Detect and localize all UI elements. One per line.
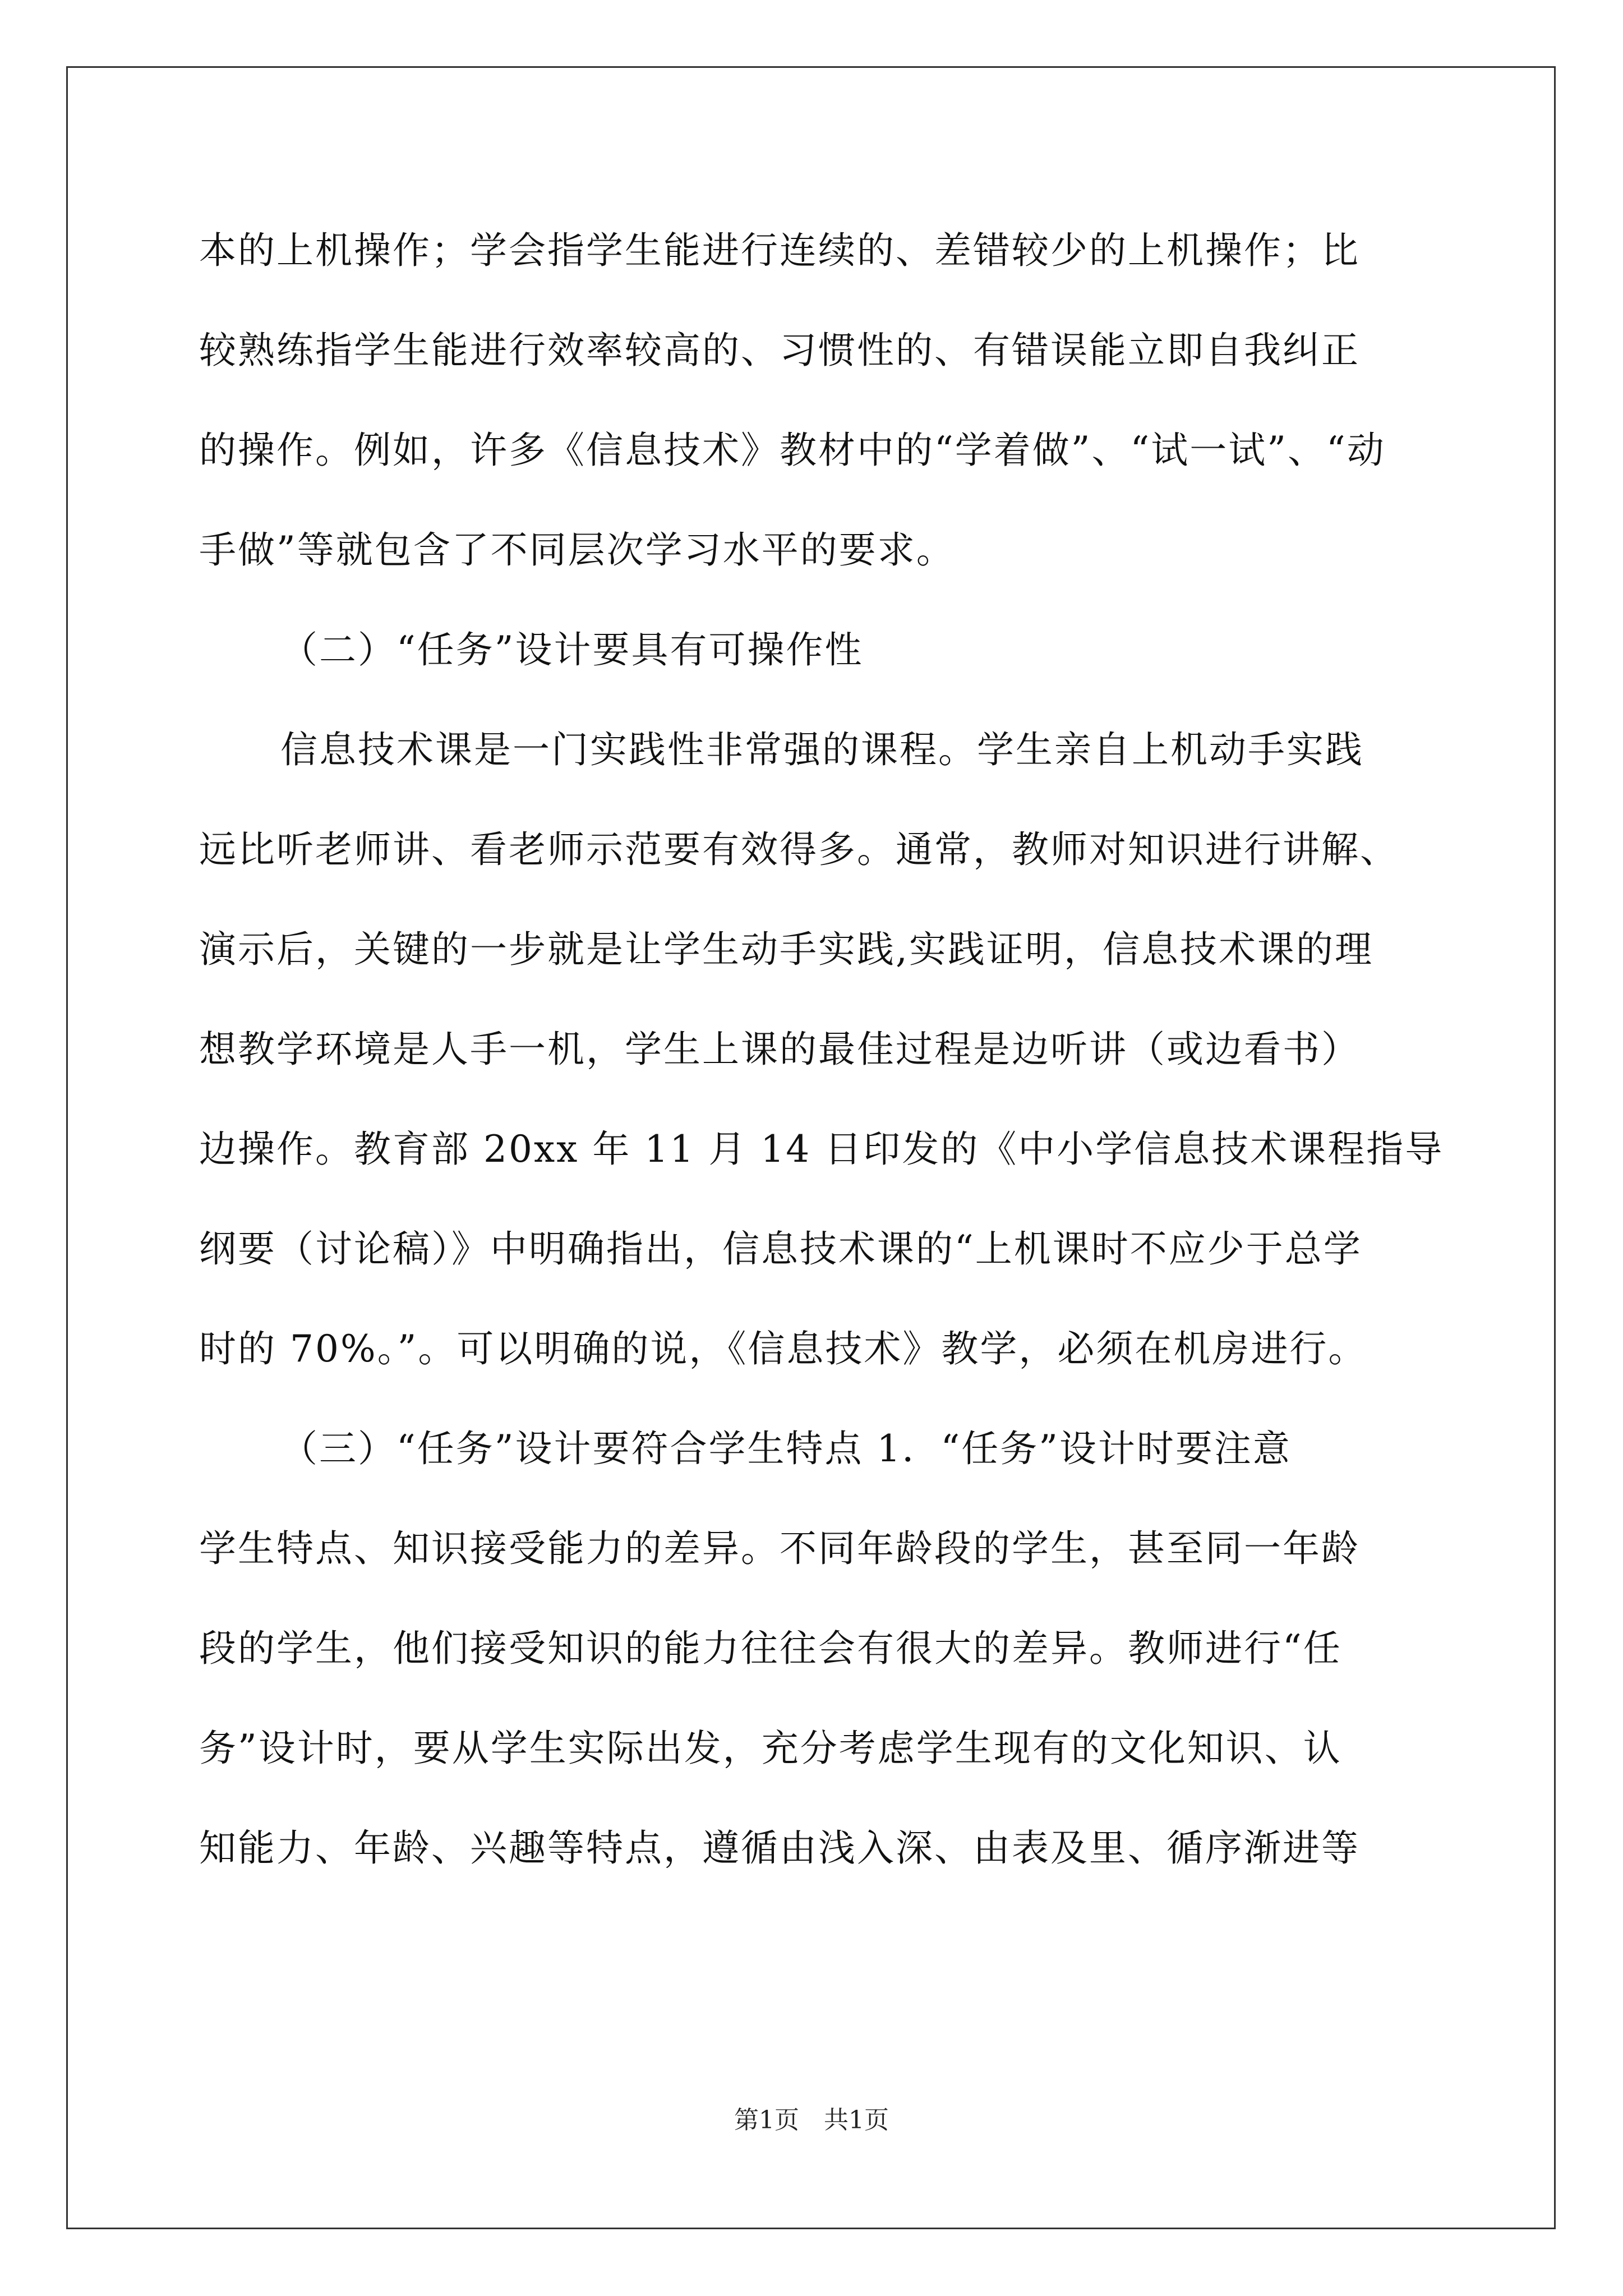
body-text-line: 学生特点、知识接受能力的差异。不同年龄段的学生，甚至同一年龄 [199,1527,1360,1570]
body-text-line: 段的学生，他们接受知识的能力往往会有很大的差异。教师进行“任 [199,1627,1342,1670]
body-text-line: 演示后，关键的一步就是让学生动手实践,实践证明，信息技术课的理 [199,928,1373,971]
body-text-line: 远比听老师讲、看老师示范要有效得多。通常，教师对知识进行讲解、 [199,828,1399,871]
body-text-line: 本的上机操作；学会指学生能进行连续的、差错较少的上机操作；比 [199,229,1360,272]
page-number-footer: 第1页 共1页 [734,2106,889,2134]
section-heading: （二）“任务”设计要具有可操作性 [280,628,864,671]
body-text-line: 务”设计时，要从学生实际出发，充分考虑学生现有的文化知识、认 [199,1727,1342,1770]
body-text-line: 手做”等就包含了不同层次学习水平的要求。 [199,528,955,572]
body-text-line: 边操作。教育部 20xx 年 11 月 14 日印发的《中小学信息技术课程指导 [199,1128,1444,1171]
body-text-line: 信息技术课是一门实践性非常强的课程。学生亲自上机动手实践 [280,728,1364,771]
body-text-line: 的操作。例如，许多《信息技术》教材中的“学着做”、“试一试”、“动 [199,429,1386,472]
body-text-line: 想教学环境是人手一机，学生上课的最佳过程是边听讲（或边看书） [199,1028,1360,1071]
body-text-line: 较熟练指学生能进行效率较高的、习惯性的、有错误能立即自我纠正 [199,329,1360,372]
body-text-line: 纲要（讨论稿）》中明确指出，信息技术课的“上机课时不应少于总学 [199,1227,1362,1271]
body-text-line: 知能力、年龄、兴趣等特点，遵循由浅入深、由表及里、循序渐进等 [199,1826,1360,1870]
section-heading: （三）“任务”设计要符合学生特点 1．“任务”设计时要注意 [280,1427,1292,1470]
body-text-line: 时的 70%。”。可以明确的说，《信息技术》教学，必须在机房进行。 [199,1327,1367,1370]
